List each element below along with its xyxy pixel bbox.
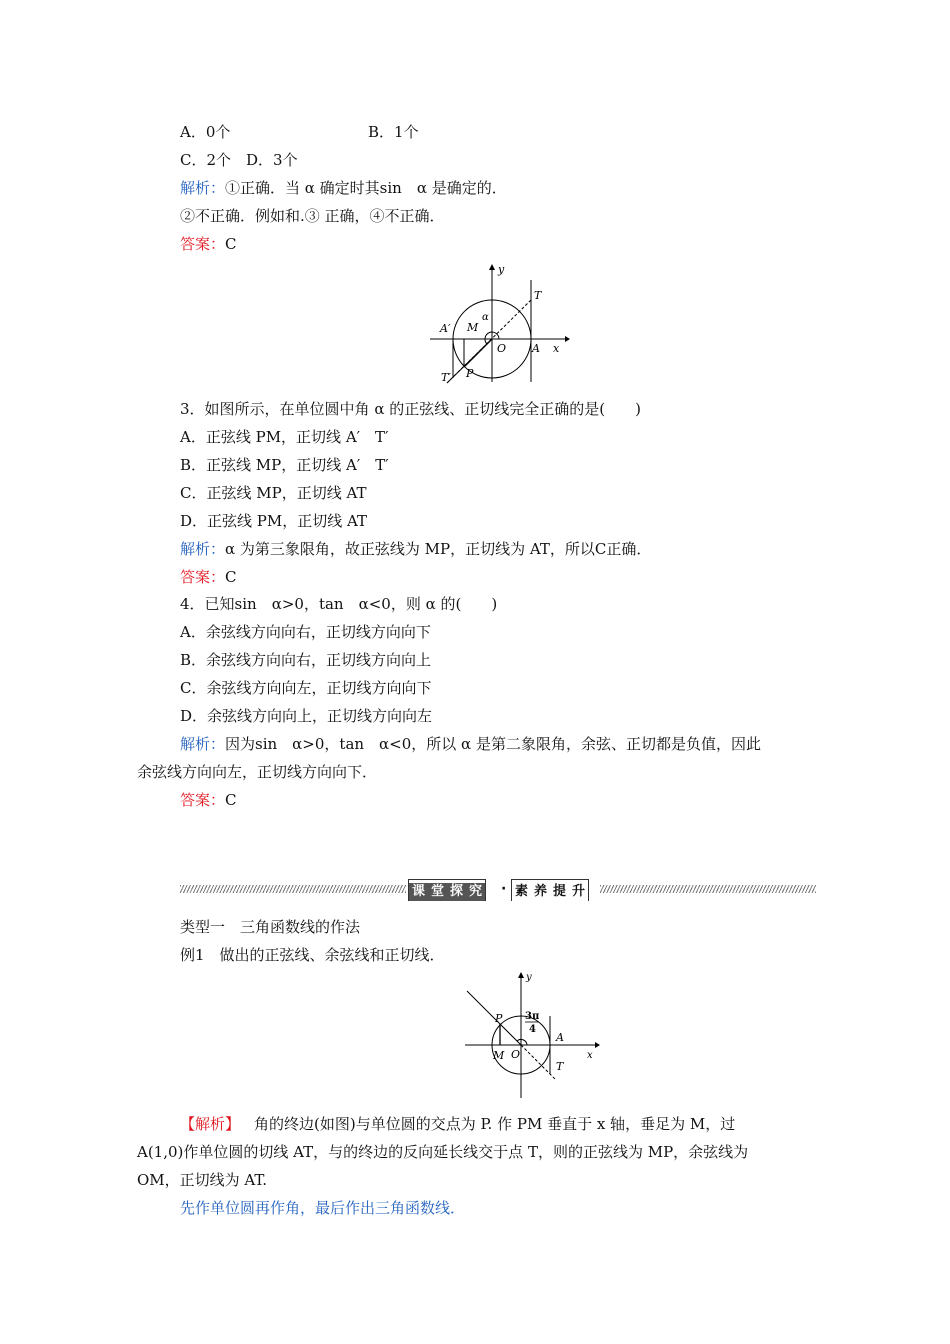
example-title: 例1 做出的正弦线、余弦线和正切线． [180,946,445,964]
analysis-label: 解析： [180,179,226,197]
answer-value: C [225,235,237,253]
solution-tip: 先作单位圆再作角，最后作出三角函数线． [180,1199,466,1217]
q3-option-b: B．正弦线 MP，正切线 A′ T′ [180,456,389,474]
banner-tag-classroom-explore [408,879,486,901]
q4-analysis-line1 [180,734,761,754]
q2-option-a: A．0个 [180,123,231,141]
banner-char: 究 [466,883,485,901]
unit-circle-figure-2 [455,966,605,1102]
fig1-label-y: y [498,263,505,276]
fig1-label-A-prime: A′ [440,322,451,335]
fig1-label-T: T [534,289,542,302]
answer-label: 答案： [180,568,226,586]
q3-option-a: A．正弦线 PM，正切线 A′ T′ [180,428,389,446]
fig2-label-x: x [587,1050,593,1061]
fig1-label-A: A [532,342,540,355]
q2-option-b: B．1个 [368,123,419,141]
q2-analysis-line2: ②不正确．例如和.③ 正确，④不正确． [180,207,445,225]
analysis-label: 解析： [180,735,226,753]
fig1-label-alpha: α [482,312,489,323]
banner-char: 课 [409,883,428,901]
answer-label: 答案： [180,791,226,809]
q2-answer [180,234,237,254]
solution-line2: A(1,0)作单位圆的切线 AT，与的终边的反向延长线交于点 T，则的正弦线为 MP，余弦线为 [137,1143,749,1161]
answer-label: 答案： [180,235,226,253]
q4-option-c: C．余弦线方向向左，正切线方向向下 [180,679,432,697]
q3-answer [180,567,237,587]
fig2-label-M: M [493,1049,505,1062]
fig1-label-T-prime: T′ [441,371,451,384]
answer-value: C [225,568,237,586]
solution-label: 【解析】 [180,1115,241,1133]
q3-option-d: D．正弦线 PM，正切线 AT [180,512,368,530]
banner-char: 养 [531,883,550,901]
analysis-text: α 为第三象限角，故正弦线为 MP，正切线为 AT，所以C正确． [225,540,652,558]
q4-analysis-line2: 余弦线方向向左，正切线方向向下． [137,763,378,781]
q2-option-cd: C．2个 D．3个 [180,151,298,169]
banner-char: 素 [512,883,531,901]
fig1-label-M: M [467,321,479,334]
banner-char: 堂 [428,883,447,901]
section-banner [180,879,816,899]
banner-hatch-left [180,885,406,893]
fig1-label-O: O [497,342,507,355]
fig1-label-x: x [553,342,560,355]
banner-hatch-right [600,885,816,893]
analysis-label: 解析： [180,540,226,558]
banner-tag-literacy-improve [511,879,589,901]
solution-line1 [180,1114,735,1134]
banner-char: 提 [550,883,569,901]
banner-char: 探 [447,883,466,901]
solution-line3: OM，正切线为 AT. [137,1171,268,1189]
answer-value: C [225,791,237,809]
q4-option-b: B．余弦线方向向右，正切线方向向上 [180,651,432,669]
fig2-label-P: P [495,1012,503,1025]
q4-answer [180,790,237,810]
q3-analysis [180,539,651,559]
q3-option-c: C．正弦线 MP，正切线 AT [180,484,367,502]
q3-stem: 3．如图所示，在单位圆中角 α 的正弦线、正切线完全正确的是( ) [180,400,641,418]
analysis-text: 因为sin α>0，tan α<0，所以 α 是第二象限角，余弦、正切都是负值，因此 [225,735,761,753]
banner-dot: · [501,881,507,897]
q4-stem: 4．已知sin α>0，tan α<0，则 α 的( ) [180,595,498,613]
fig2-label-O: O [511,1048,521,1061]
q4-option-a: A．余弦线方向向右，正切线方向向下 [180,623,431,641]
solution-text: 角的终边(如图)与单位圆的交点为 P. 作 PM 垂直于 x 轴，垂足为 M，过 [254,1115,736,1133]
fig2-label-A: A [556,1031,564,1044]
q4-option-d: D．余弦线方向向上，正切线方向向左 [180,707,433,725]
fig2-frac-num: 3π [525,1011,540,1022]
fig2-label-y: y [526,972,532,983]
fig1-label-P: P [466,367,474,380]
analysis-text: ①正确．当 α 确定时其sin α 是确定的． [225,179,507,197]
q2-analysis-line1 [180,178,507,198]
banner-char: 升 [569,883,588,901]
type-title: 类型一 三角函数线的作法 [180,918,361,936]
fig2-frac-den: 4 [529,1024,536,1035]
unit-circle-figure-1 [425,260,575,385]
fig2-label-T: T [556,1060,564,1073]
